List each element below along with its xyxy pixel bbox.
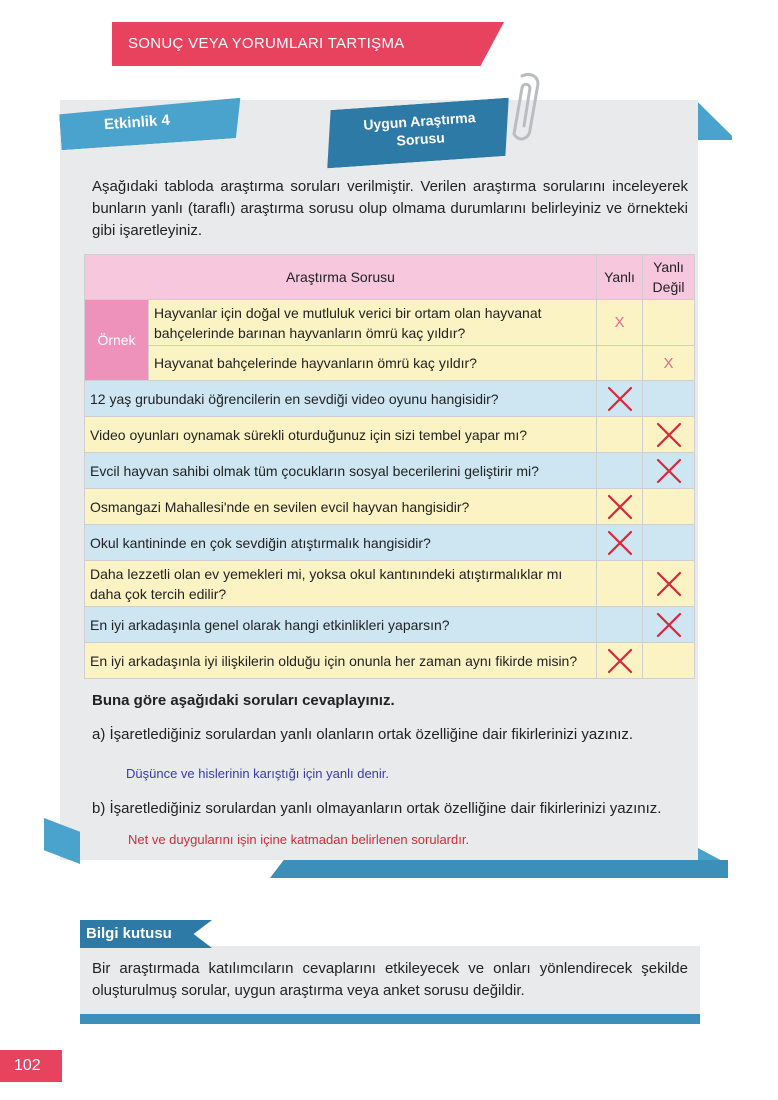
unbiased-checkbox[interactable] [643, 453, 695, 489]
question-text: En iyi arkadaşınla genel olarak hangi etkinlikleri yaparsın? [85, 607, 597, 643]
table-row [85, 453, 695, 489]
unbiased-checkbox[interactable] [643, 417, 695, 453]
table-row [85, 381, 695, 417]
questions-heading: Buna göre aşağıdaki soruları cevaplayınız. [92, 692, 395, 709]
paperclip-icon [500, 70, 550, 150]
table-row [85, 643, 695, 679]
question-rows [85, 381, 695, 679]
cross-mark-icon [655, 611, 683, 639]
example-unbiased-cell [643, 300, 695, 346]
unbiased-checkbox[interactable] [643, 561, 695, 607]
question-text: Evcil hayvan sahibi olmak tüm çocukların sosyal becerilerini geliştirir mi? [85, 453, 597, 489]
example-unbiased-cell [643, 346, 695, 381]
example-biased-cell [597, 300, 643, 346]
cross-mark-icon [606, 493, 634, 521]
table-row [85, 489, 695, 525]
unbiased-checkbox[interactable] [643, 525, 695, 561]
question-text: 12 yaş grubundaki öğrencilerin en sevdiği video oyunu hangisidir? [85, 381, 597, 417]
question-text: Daha lezzetli olan ev yemekleri mi, yoksa okul kantınındeki atıştırmalıklar mı daha çok tercih edilir? [85, 561, 597, 607]
intro-paragraph: Aşağıdaki tabloda araştırma soruları verilmiştir. Verilen araştırma sorularını inceleyerek bunların yanlı (taraflı) araştırma sorusu olup olmama durumlarını belirleyiniz ve örnekteki gibi işaretleyiniz. [92, 178, 688, 239]
biased-checkbox[interactable] [597, 525, 643, 561]
question-text: En iyi arkadaşınla iyi ilişkilerin olduğu için onunla her zaman aynı fikirde misin? [85, 643, 597, 679]
question-text: Osmangazi Mahallesi'nde en sevilen evcil hayvan hangisidir? [85, 489, 597, 525]
table-row [85, 417, 695, 453]
unbiased-checkbox[interactable] [643, 489, 695, 525]
cross-mark-icon [606, 647, 634, 675]
cross-mark-icon [655, 457, 683, 485]
unbiased-checkbox[interactable] [643, 643, 695, 679]
question-a: a) İşaretlediğiniz sorulardan yanlı olanların ortak özelliğine dair fikirlerinizi yazınız. [92, 726, 634, 743]
unbiased-checkbox[interactable] [643, 607, 695, 643]
example-row-text: Hayvanlar için doğal ve mutluluk verici bir ortam olan hayvanat bahçelerinde barınan hayvanların ömrü kaç yıldır? [149, 300, 597, 346]
header-unbiased: Yanlı Değil [643, 255, 695, 300]
unbiased-checkbox[interactable] [643, 381, 695, 417]
table-row [85, 607, 695, 643]
answer-b[interactable]: Net ve duygularını işin içine katmadan belirlenen sorulardır. [128, 832, 470, 847]
biased-checkbox[interactable] [597, 489, 643, 525]
cross-mark-icon [655, 421, 683, 449]
biased-checkbox[interactable] [597, 453, 643, 489]
info-box-bottom-bar [80, 1014, 700, 1024]
biased-checkbox[interactable] [597, 561, 643, 607]
info-label: Bilgi kutusu [86, 925, 172, 942]
table-row [85, 561, 695, 607]
activity-label: Etkinlik 4 [103, 111, 171, 134]
question-b: b) İşaretlediğiniz sorulardan yanlı olmayanların ortak özelliğine dair fikirlerinizi yazınız. [92, 800, 662, 817]
header-biased: Yanlı [597, 255, 643, 300]
cross-mark-icon [606, 529, 634, 557]
example-mark: X [663, 354, 674, 372]
info-text: Bir araştırmada katılımcıların cevaplarını etkileyecek ve onları yönlendirecek şekilde oluşturulmuş sorular, uygun araştırma veya anket sorusu değildir. [92, 960, 688, 999]
table-row [85, 525, 695, 561]
biased-checkbox[interactable] [597, 381, 643, 417]
answer-a[interactable]: Düşünce ve hislerinin karıştığı için yanlı denir. [126, 766, 390, 781]
header-question: Araştırma Sorusu [85, 255, 597, 300]
cross-mark-icon [655, 570, 683, 598]
header-title: SONUÇ VEYA YORUMLARI TARTIŞMA [128, 35, 405, 52]
example-row-text: Hayvanat bahçelerinde hayvanların ömrü kaç yıldır? [149, 346, 597, 381]
question-text: Video oyunları oynamak sürekli oturduğunuz için sizi tembel yapar mı? [85, 417, 597, 453]
question-text: Okul kantininde en çok sevdiğin atıştırmalık hangisidir? [85, 525, 597, 561]
biased-checkbox[interactable] [597, 417, 643, 453]
cross-mark-icon [606, 385, 634, 413]
example-mark: X [614, 314, 625, 331]
biased-checkbox[interactable] [597, 643, 643, 679]
example-biased-cell [597, 346, 643, 381]
biased-checkbox[interactable] [597, 607, 643, 643]
topic-label: Uygun Araştırma Sorusu [362, 109, 476, 149]
panel-corner-decoration [698, 98, 732, 140]
panel-bottom-bar [270, 860, 728, 878]
example-label: Örnek [85, 300, 149, 381]
page-number: 102 [14, 1057, 41, 1074]
research-question-table [84, 254, 695, 679]
